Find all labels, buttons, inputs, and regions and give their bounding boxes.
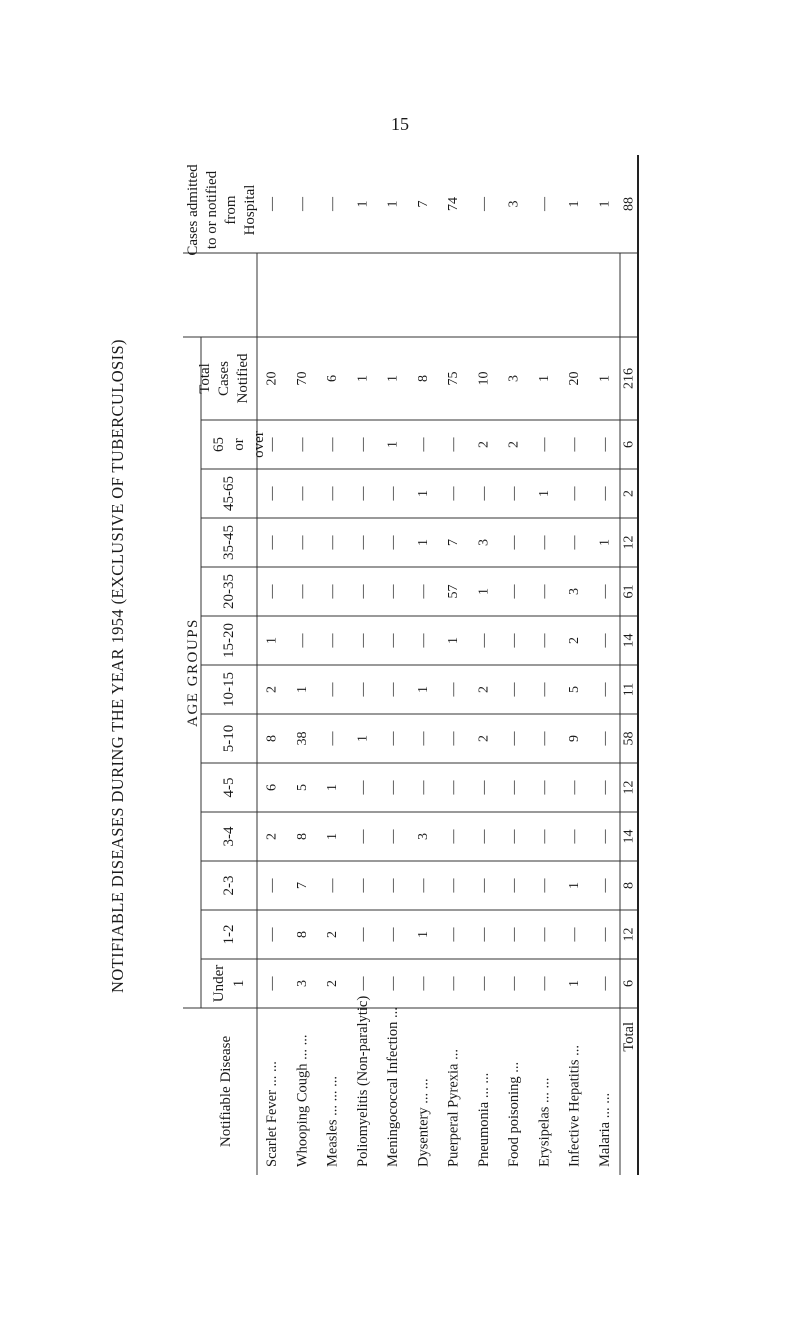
age-cell: — (506, 976, 522, 991)
age-cell: 1 (536, 490, 552, 497)
age-cell: — (476, 486, 492, 501)
age-cell: — (597, 927, 613, 942)
age-cell: — (355, 682, 371, 697)
age-cell: — (355, 633, 371, 648)
age-cell: — (294, 535, 310, 550)
age-cell: — (597, 878, 613, 893)
age-cell: — (415, 780, 431, 795)
age-cell: — (294, 633, 310, 648)
age-cell: 6 (621, 441, 637, 448)
age-cell: 1 (325, 833, 341, 840)
age-cell: — (264, 584, 280, 599)
age-cell: 2 (325, 980, 341, 987)
age-cell: — (446, 731, 462, 746)
total-cell: 1 (385, 375, 401, 382)
age-cell: — (385, 878, 401, 893)
age-cell: — (385, 486, 401, 501)
age-cell: 14 (621, 633, 637, 648)
age-cell: — (264, 437, 280, 452)
age-cell: 1 (446, 637, 462, 644)
age-group-header: 4-5 (221, 777, 237, 798)
age-cell: 8 (621, 882, 637, 889)
age-cell: 61 (621, 584, 637, 599)
age-cell: — (385, 535, 401, 550)
age-cell: 5 (294, 784, 310, 791)
hospital-header-line: from (223, 195, 239, 225)
age-cell: — (536, 437, 552, 452)
age-cell: — (597, 486, 613, 501)
age-cell: — (325, 878, 341, 893)
age-group-header: 1 (231, 979, 247, 988)
age-cell: 2 (264, 686, 280, 693)
age-cell: — (325, 584, 341, 599)
age-cell: — (355, 437, 371, 452)
age-cell: — (506, 829, 522, 844)
disease-label: Whooping Cough ... ... (294, 1034, 311, 1167)
hospital-cell: 7 (415, 200, 431, 208)
age-cell: — (415, 731, 431, 746)
hospital-cell: 1 (355, 200, 371, 208)
age-cell: — (567, 437, 583, 452)
age-cell: 8 (294, 931, 310, 938)
age-cell: — (355, 927, 371, 942)
age-groups-header: AGE GROUPS (185, 618, 201, 727)
age-cell: 1 (415, 539, 431, 546)
hospital-header-line: Cases admitted (185, 164, 201, 256)
disease-label: Pneumonia ... ... (475, 1072, 492, 1167)
age-cell: — (536, 584, 552, 599)
hospital-cell: 1 (385, 200, 401, 208)
age-cell: 1 (476, 588, 492, 595)
age-cell: — (476, 829, 492, 844)
age-cell: 6 (264, 784, 280, 791)
hospital-cell: — (476, 197, 492, 211)
age-cell: — (597, 731, 613, 746)
total-cell: 75 (446, 371, 462, 386)
age-cell: 1 (567, 882, 583, 889)
age-cell: — (325, 437, 341, 452)
age-group-header: 15-20 (221, 623, 237, 658)
hospital-cell: 88 (621, 197, 637, 211)
age-cell: 9 (567, 735, 583, 742)
age-cell: — (476, 780, 492, 795)
age-cell: — (415, 437, 431, 452)
age-cell: 5 (567, 686, 583, 693)
age-cell: — (446, 682, 462, 697)
age-cell: — (476, 878, 492, 893)
hospital-cell: — (264, 197, 280, 211)
age-cell: — (446, 927, 462, 942)
age-cell: — (446, 437, 462, 452)
total-cell: 70 (294, 371, 310, 386)
age-cell: — (567, 486, 583, 501)
age-cell: — (506, 486, 522, 501)
age-cell: — (355, 780, 371, 795)
age-cell: 58 (621, 731, 637, 746)
age-cell: 3 (476, 539, 492, 546)
age-group-header: or (231, 438, 247, 451)
age-cell: — (446, 976, 462, 991)
hospital-cell: — (536, 197, 552, 211)
age-cell: — (385, 584, 401, 599)
age-cell: 6 (621, 980, 637, 987)
age-cell: — (536, 927, 552, 942)
disease-label: Scarlet Fever ... ... (264, 1061, 281, 1167)
age-cell: 1 (294, 686, 310, 693)
disease-label: Measles ... ... ... (324, 1075, 341, 1167)
disease-label: Puerperal Pyrexia ... (445, 1049, 462, 1167)
age-cell: 3 (294, 980, 310, 987)
age-cell: — (385, 780, 401, 795)
age-cell: 3 (567, 588, 583, 595)
totals-label: Total (621, 1022, 637, 1052)
age-cell: — (567, 780, 583, 795)
age-cell: — (597, 682, 613, 697)
age-cell: — (264, 927, 280, 942)
age-cell: 14 (621, 829, 637, 844)
age-group-header: Under (211, 964, 227, 1003)
age-cell: — (446, 780, 462, 795)
age-cell: — (264, 976, 280, 991)
age-cell: — (446, 486, 462, 501)
age-cell: 8 (264, 735, 280, 742)
age-cell: 1 (597, 539, 613, 546)
total-cell: 6 (325, 375, 341, 382)
age-cell: — (536, 780, 552, 795)
disease-label: Poliomyelitis (Non-paralytic) (354, 995, 371, 1167)
disease-header: Notifiable Disease (218, 1035, 234, 1148)
age-cell: — (415, 633, 431, 648)
age-cell: — (536, 976, 552, 991)
hospital-header-line: to or notified (204, 170, 220, 250)
age-group-header: 35-45 (221, 525, 237, 560)
age-cell: — (385, 927, 401, 942)
age-group-header: 20-35 (221, 574, 237, 609)
notifiable-diseases-table (175, 155, 638, 1175)
age-group-header: 10-15 (221, 672, 237, 707)
age-cell: 1 (415, 686, 431, 693)
age-cell: — (415, 878, 431, 893)
total-cell: 1 (355, 375, 371, 382)
age-cell: 57 (446, 584, 462, 599)
age-cell: — (506, 633, 522, 648)
age-group-header: over (251, 431, 267, 458)
disease-label: Meningococcal Infection ... (385, 1007, 402, 1167)
age-cell: — (355, 976, 371, 991)
age-group-header: 1-2 (221, 924, 237, 945)
age-cell: 12 (621, 535, 637, 550)
age-cell: — (506, 535, 522, 550)
age-cell: — (325, 731, 341, 746)
age-group-header: 65 (211, 437, 227, 452)
age-cell: 1 (385, 441, 401, 448)
age-cell: — (506, 584, 522, 599)
age-cell: 12 (621, 780, 637, 795)
age-cell: 1 (264, 637, 280, 644)
age-cell: 1 (415, 490, 431, 497)
age-cell: — (355, 584, 371, 599)
age-cell: 3 (415, 833, 431, 840)
age-cell: — (567, 927, 583, 942)
age-cell: 2 (476, 686, 492, 693)
age-cell: — (536, 633, 552, 648)
disease-label: Malaria ... ... (596, 1092, 613, 1167)
age-cell: — (355, 486, 371, 501)
age-cell: — (446, 878, 462, 893)
age-cell: — (567, 535, 583, 550)
table-grid (175, 155, 638, 1175)
age-cell: — (597, 584, 613, 599)
disease-label: Dysentery ... ... (415, 1078, 432, 1167)
age-cell: — (506, 731, 522, 746)
hospital-cell: 1 (597, 200, 613, 208)
age-cell: 7 (294, 882, 310, 889)
hospital-cell: 1 (567, 200, 583, 208)
age-cell: 2 (476, 735, 492, 742)
age-cell: 1 (355, 735, 371, 742)
age-cell: 2 (621, 490, 637, 497)
age-cell: — (385, 682, 401, 697)
age-cell: — (325, 682, 341, 697)
age-cell: 2 (264, 833, 280, 840)
age-cell: — (385, 731, 401, 746)
total-header-line: Cases (216, 361, 232, 396)
age-cell: — (476, 976, 492, 991)
total-cell: 10 (476, 371, 492, 386)
age-cell: 11 (621, 682, 637, 697)
age-cell: — (355, 535, 371, 550)
total-cell: 1 (536, 375, 552, 382)
age-cell: — (536, 731, 552, 746)
total-cell: 3 (506, 375, 522, 382)
total-cell: 20 (264, 371, 280, 386)
age-cell: — (536, 829, 552, 844)
age-cell: 7 (446, 539, 462, 546)
age-cell: 8 (294, 833, 310, 840)
age-cell: — (355, 829, 371, 844)
hospital-cell: 3 (506, 200, 522, 208)
total-header-line: Total (197, 363, 213, 394)
age-cell: 1 (567, 980, 583, 987)
age-cell: — (536, 535, 552, 550)
total-cell: 20 (567, 371, 583, 386)
hospital-cell: — (325, 197, 341, 211)
age-cell: — (476, 633, 492, 648)
age-cell: — (325, 633, 341, 648)
age-cell: — (385, 829, 401, 844)
age-cell: — (294, 437, 310, 452)
age-cell: — (446, 829, 462, 844)
age-cell: — (325, 486, 341, 501)
age-cell: — (264, 878, 280, 893)
age-group-header: 2-3 (221, 875, 237, 896)
age-cell: — (415, 584, 431, 599)
age-cell: — (597, 829, 613, 844)
age-cell: 1 (415, 931, 431, 938)
age-cell: — (506, 878, 522, 893)
total-cell: 8 (415, 375, 431, 382)
age-cell: 1 (325, 784, 341, 791)
age-cell: — (597, 780, 613, 795)
age-cell: — (597, 437, 613, 452)
age-cell: — (506, 780, 522, 795)
age-cell: — (476, 927, 492, 942)
age-group-header: 5-10 (221, 724, 237, 753)
age-cell: — (264, 535, 280, 550)
age-cell: — (385, 633, 401, 648)
age-cell: 12 (621, 927, 637, 942)
total-header-line: Notified (235, 353, 251, 404)
age-cell: — (597, 976, 613, 991)
age-cell: 38 (294, 731, 310, 746)
age-cell: — (536, 878, 552, 893)
age-cell: — (597, 633, 613, 648)
age-group-header: 45-65 (221, 476, 237, 511)
disease-label: Infective Hepatitis ... (566, 1045, 583, 1167)
disease-label: Erysipelas ... ... (536, 1077, 553, 1167)
age-cell: — (506, 682, 522, 697)
age-cell: — (294, 584, 310, 599)
age-cell: 2 (506, 441, 522, 448)
disease-label: Food poisoning ... (506, 1061, 523, 1167)
hospital-cell: 74 (446, 197, 462, 211)
age-cell: — (536, 682, 552, 697)
age-cell: — (415, 976, 431, 991)
total-cell: 1 (597, 375, 613, 382)
age-cell: — (506, 927, 522, 942)
age-group-header: 3-4 (221, 826, 237, 847)
age-cell: — (355, 878, 371, 893)
age-cell: — (294, 486, 310, 501)
hospital-cell: — (294, 197, 310, 211)
age-cell: — (385, 976, 401, 991)
age-cell: — (264, 486, 280, 501)
age-cell: — (567, 829, 583, 844)
hospital-header-line: Hospital (242, 184, 258, 236)
age-cell: 2 (567, 637, 583, 644)
age-cell: — (325, 535, 341, 550)
age-cell: 2 (325, 931, 341, 938)
total-cell: 216 (621, 368, 637, 389)
page-number: 15 (391, 114, 409, 134)
age-cell: 2 (476, 441, 492, 448)
page-title: NOTIFIABLE DISEASES DURING THE YEAR 1954 (EXCLUSIVE OF TUBERCULOSIS) (108, 339, 127, 993)
